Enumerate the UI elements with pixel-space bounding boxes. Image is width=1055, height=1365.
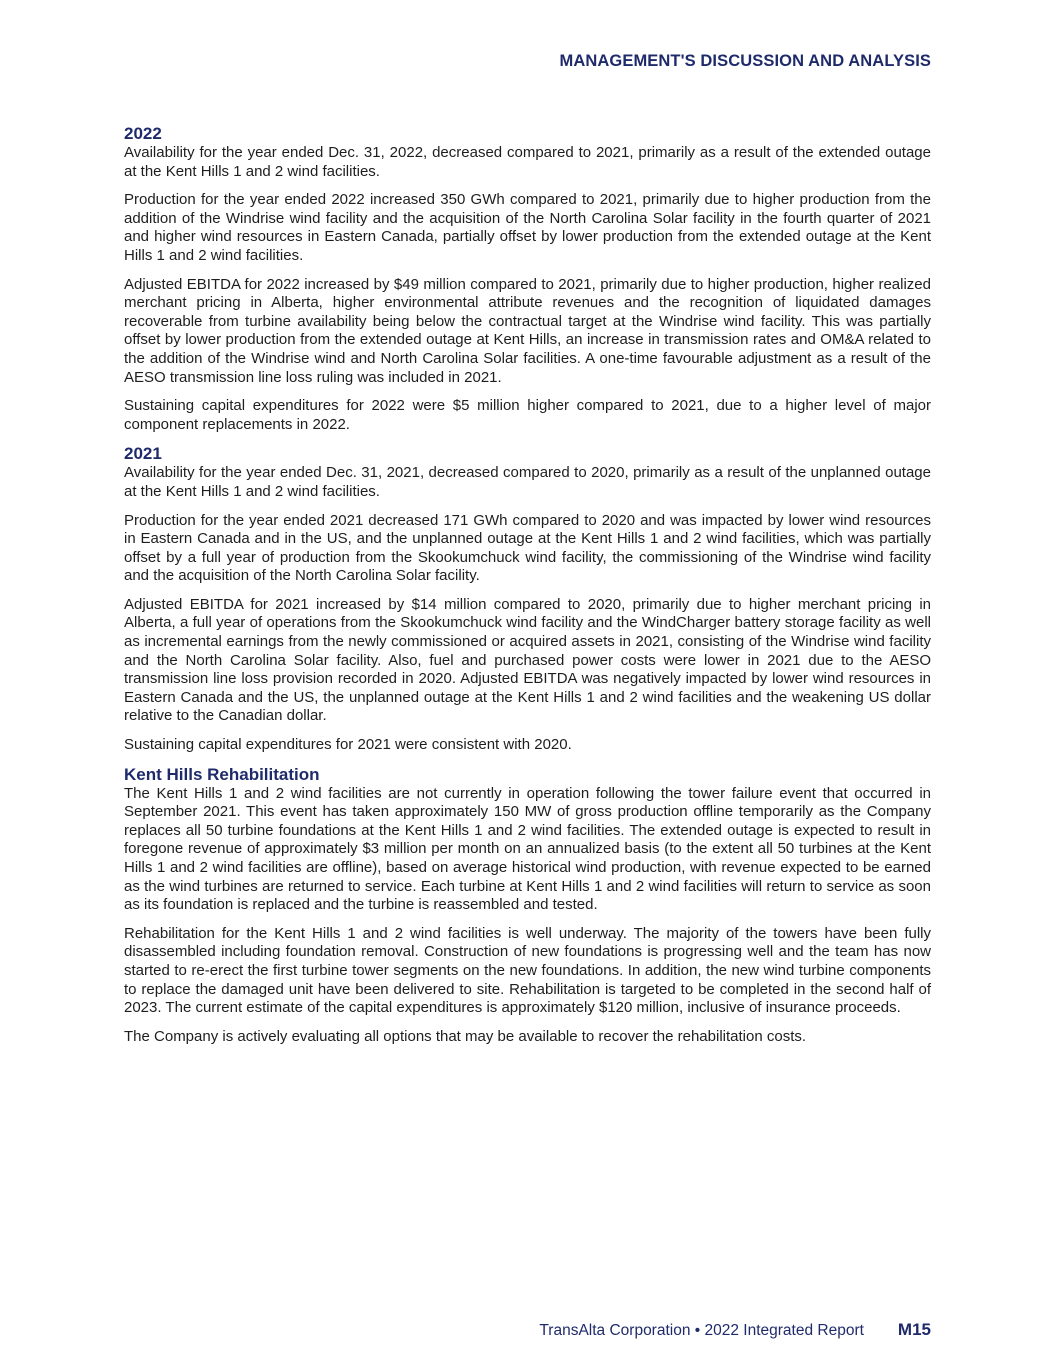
paragraph: Sustaining capital expenditures for 2022 were $5 million higher compared to 2021, due to a higher level of major component replacements in 2022.	[124, 397, 931, 433]
paragraph: The Kent Hills 1 and 2 wind facilities are not currently in operation following the tower failure event that occurred in September 2021. This event has taken approximately 150 MW of gross production offline temporarily as the Company replaces all 50 turbine foundations at the Kent Hills 1 and 2 wind facilities. The extended outage is expected to result in foregone revenue of approximately $3 million per month on an annualized basis (to the extent all 50 turbines at the Kent Hills 1 and 2 wind facilities are offline), based on average historical wind production, with revenue expected to be earned as the wind turbines are returned to service. Each turbine at Kent Hills 1 and 2 wind facilities will return to service as soon as its foundation is replaced and the turbine is reassembled and tested.	[124, 784, 931, 914]
paragraph: Availability for the year ended Dec. 31, 2021, decreased compared to 2020, primarily as a result of the unplanned outage at the Kent Hills 1 and 2 wind facilities.	[124, 464, 931, 500]
section-heading: Kent Hills Rehabilitation	[124, 764, 320, 784]
section-heading: 2022	[124, 124, 162, 143]
main-content	[124, 124, 931, 1056]
page-number: M15	[897, 1320, 931, 1339]
section-2021	[124, 444, 931, 754]
paragraph: Adjusted EBITDA for 2021 increased by $14 million compared to 2020, primarily due to higher merchant pricing in Alberta, a full year of operations from the Skookumchuck wind facility and the WindCharger battery storage facility as well as incremental earnings from the newly commissioned or acquired assets in 2021, consisting of the Windrise wind facility and the North Carolina Solar facility. Also, fuel and purchased power costs were lower in 2021 due to the AESO transmission line loss provision recorded in 2020. Adjusted EBITDA was negatively impacted by lower wind resources in Eastern Canada and the US, the unplanned outage at the Kent Hills 1 and 2 wind facilities and the weakening US dollar relative to the Canadian dollar.	[124, 595, 931, 725]
page-header-title: MANAGEMENT'S DISCUSSION AND ANALYSIS	[559, 52, 931, 70]
paragraph: Production for the year ended 2022 increased 350 GWh compared to 2021, primarily due to higher production from the addition of the Windrise wind facility and the acquisition of the North Carolina Solar facility in the fourth quarter of 2021 and higher wind resources in Eastern Canada, partially offset by lower production from the extended outage at the Kent Hills 1 and 2 wind facilities.	[124, 191, 931, 264]
section-heading: 2021	[124, 444, 162, 464]
paragraph: The Company is actively evaluating all options that may be available to recover the rehabilitation costs.	[124, 1027, 807, 1045]
paragraph: Availability for the year ended Dec. 31, 2022, decreased compared to 2021, primarily as a result of the extended outage at the Kent Hills 1 and 2 wind facilities.	[124, 144, 931, 180]
paragraph: Production for the year ended 2021 decreased 171 GWh compared to 2020 and was impacted by lower wind resources in Eastern Canada and in the US, and the unplanned outage at the Kent Hills 1 and 2 wind facilities, which was partially offset by a full year of production from the Skookumchuck wind facility, the commissioning of the Windrise wind facility and the acquisition of the North Carolina Solar facility.	[124, 511, 931, 585]
footer-report-title: TransAlta Corporation • 2022 Integrated Report	[539, 1322, 864, 1339]
section-kent-hills-rehabilitation	[124, 765, 931, 1047]
paragraph: Sustaining capital expenditures for 2021 were consistent with 2020.	[124, 736, 572, 754]
page-footer	[539, 1320, 931, 1340]
section-2022	[124, 124, 931, 434]
paragraph: Rehabilitation for the Kent Hills 1 and 2 wind facilities is well underway. The majority of the towers have been fully disassembled including foundation removal. Construction of new foundations is progressing well and the team has now started to re-erect the first turbine tower segments on the new foundations. In addition, the new wind turbine components to replace the damaged unit have been delivered to site. Rehabilitation is targeted to be completed in the second half of 2023. The current estimate of the capital expenditures is approximately $120 million, inclusive of insurance proceeds.	[124, 924, 931, 1017]
paragraph: Adjusted EBITDA for 2022 increased by $49 million compared to 2021, primarily due to higher production, higher realized merchant pricing in Alberta, higher environmental attribute revenues and the recognition of liquidated damages recoverable from turbine availability being below the contractual target at the Windrise wind facility. This was partially offset by lower production from the extended outage at Kent Hills, an increase in transmission rates and OM&A related to the addition of the Windrise wind and North Carolina Solar facilities. A one-time favourable adjustment as a result of the AESO transmission line loss ruling was included in 2021.	[124, 275, 931, 386]
